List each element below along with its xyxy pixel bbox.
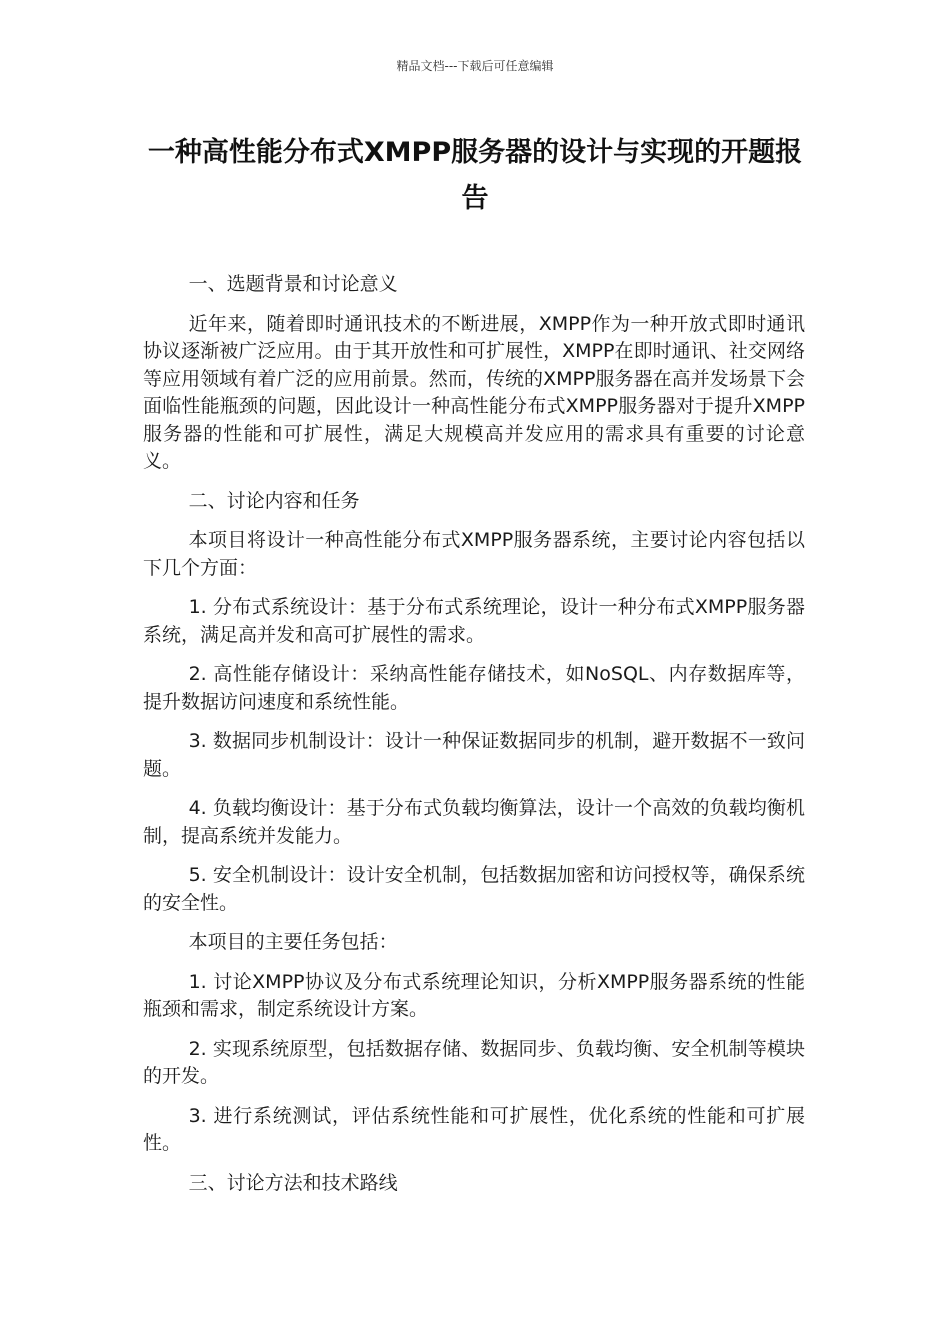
paragraph-background: 近年来，随着即时通讯技术的不断进展，XMPP作为一种开放式即时通讯协议逐渐被广泛应用。由于其开放性和可扩展性，XMPP在即时通讯、社交网络等应用领域有着广泛的应用前景。然而，传统的XMPP服务器在高并发场景下会面临性能瓶颈的问题，因此设计一种高性能分布式XMPP服务器对于提升XMPP服务器的性能和可扩展性，满足大规模高并发应用的需求具有重要的讨论意义。 <box>143 312 805 472</box>
list-item-load-balance-design: 4. 负载均衡设计：基于分布式负载均衡算法，设计一个高效的负载均衡机制，提高系统并发能力。 <box>143 797 805 847</box>
list-item-task-research: 1. 讨论XMPP协议及分布式系统理论知识，分析XMPP服务器系统的性能瓶颈和需求，制定系统设计方案。 <box>143 970 805 1020</box>
list-item-task-prototype: 2. 实现系统原型，包括数据存储、数据同步、负载均衡、安全机制等模块的开发。 <box>143 1037 805 1087</box>
section-heading-methods: 三、讨论方法和技术路线 <box>188 1171 398 1194</box>
page-header-note: 精品文档---下载后可任意编辑 <box>396 59 554 73</box>
list-item-security-design: 5. 安全机制设计：设计安全机制，包括数据加密和访问授权等，确保系统的安全性。 <box>143 864 805 914</box>
document-title: 一种高性能分布式XMPP服务器的设计与实现的开题报告 <box>147 137 803 214</box>
list-item-storage-design: 2. 高性能存储设计：采纳高性能存储技术，如NoSQL、内存数据库等，提升数据访问速度和系统性能。 <box>143 663 805 713</box>
list-item-sync-design: 3. 数据同步机制设计：设计一种保证数据同步的机制，避开数据不一致问题。 <box>143 730 805 780</box>
section-heading-background: 一、选题背景和讨论意义 <box>188 273 398 295</box>
section-heading-content-tasks: 二、讨论内容和任务 <box>188 489 360 512</box>
document-body <box>143 271 805 1197</box>
paragraph-content-intro: 本项目将设计一种高性能分布式XMPP服务器系统，主要讨论内容包括以下几个方面： <box>143 529 805 579</box>
list-item-task-testing: 3. 进行系统测试，评估系统性能和可扩展性，优化系统的性能和可扩展性。 <box>143 1104 805 1154</box>
paragraph-tasks-intro: 本项目的主要任务包括： <box>188 931 398 953</box>
list-item-distributed-design: 1. 分布式系统设计：基于分布式系统理论，设计一种分布式XMPP服务器系统，满足高并发和高可扩展性的需求。 <box>143 596 805 646</box>
